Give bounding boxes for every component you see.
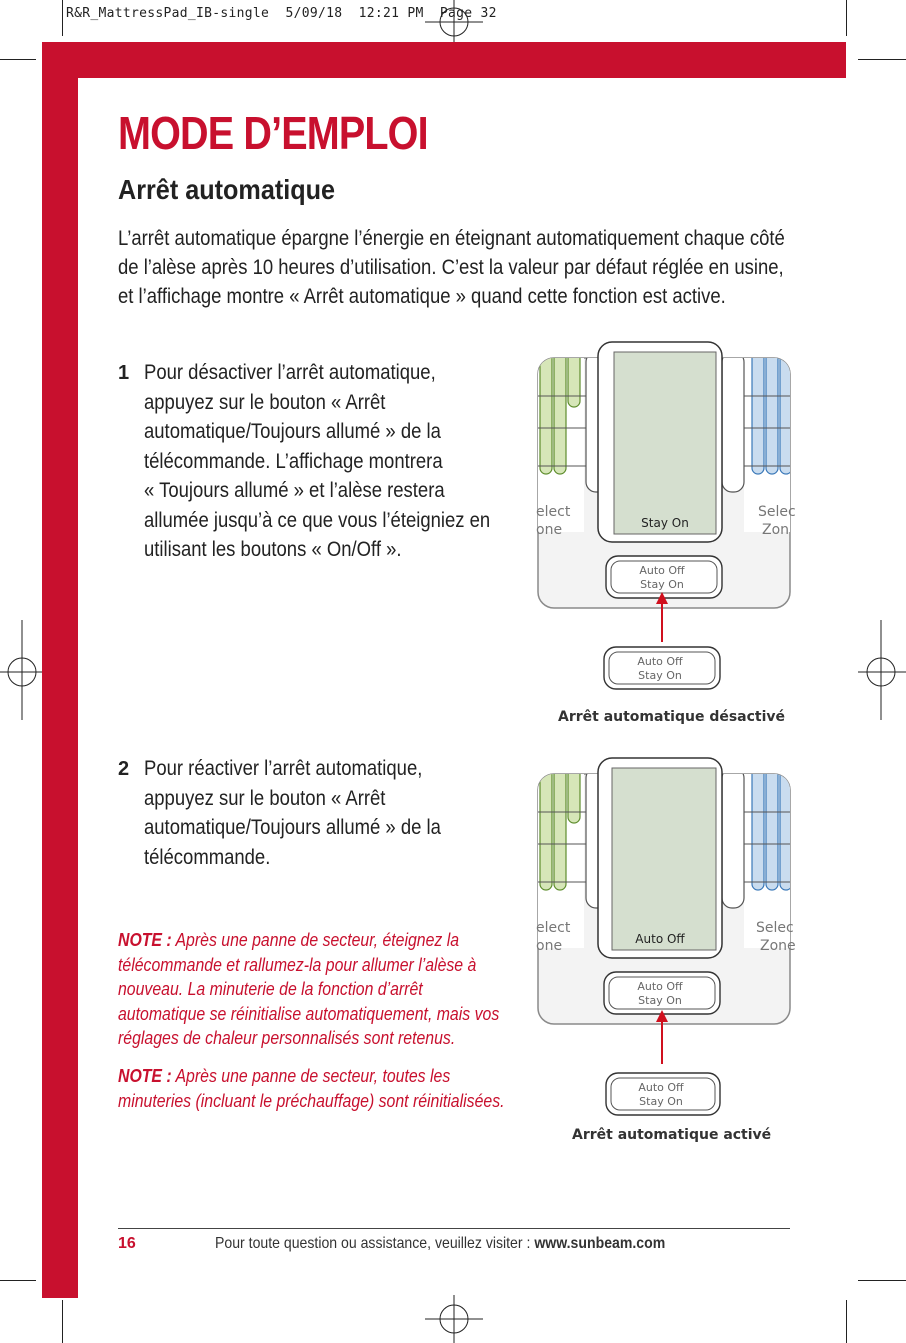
right-zone-label: Zon xyxy=(762,522,790,538)
step-number: 1 xyxy=(118,362,130,384)
note-2: NOTE : Après une panne de secteur, toutes les minuteries (incluant le préchauffage) sont réinitialisées. xyxy=(118,1066,505,1111)
step-2-text: Pour réactiver l’arrêt automatique, appuyez sur le bouton « Arrêt automatique/Toujours allumé » de la télécommande. xyxy=(144,757,441,869)
step-number: 2 xyxy=(118,758,130,780)
note-1: NOTE : Après une panne de secteur, éteignez la télécommande et rallumez-la pour allumer l’alèse à nouveau. La minuterie de la fonction d’arrêt automatique se réinitialise automatiquement, mais vos réglages de chaleur personnalisés sont retenus. xyxy=(118,930,500,1048)
crop-mark xyxy=(858,1280,906,1281)
figure-caption: Arrêt automatique activé xyxy=(572,1127,772,1143)
crop-mark xyxy=(846,0,847,36)
website-link[interactable]: www.sunbeam.com xyxy=(534,1235,666,1252)
display-text: Stay On xyxy=(641,516,689,530)
page-title: MODE D’EMPLOI xyxy=(118,107,428,159)
footer-text: Pour toute question ou assistance, veuillez visiter : www.sunbeam.com xyxy=(215,1235,666,1252)
step-1-text: Pour désactiver l’arrêt automatique, appuyez sur le bouton « Arrêt automatique/Toujours allumé » de la télécommande. L’affichage montrera « Toujours allumé » et l’alèse restera allumée jusqu’à ce que vous l’éteigniez en utilisant les boutons « On/Off ». xyxy=(144,361,491,561)
svg-text:Stay On: Stay On xyxy=(639,1095,683,1108)
right-zone-label: Zone xyxy=(760,938,796,954)
crop-mark xyxy=(846,1300,847,1343)
right-zone-label: Selec xyxy=(756,920,794,936)
crop-mark xyxy=(0,59,36,60)
svg-text:Auto Off: Auto Off xyxy=(637,655,683,668)
crop-mark xyxy=(858,59,906,60)
svg-text:Stay On: Stay On xyxy=(638,994,682,1007)
remote-illustration-1 xyxy=(530,352,796,697)
remote-illustration-2 xyxy=(530,768,796,1118)
figure-caption: Arrêt automatique désactivé xyxy=(558,709,786,725)
registration-mark-icon xyxy=(856,620,906,720)
crop-mark xyxy=(62,0,63,36)
left-zone-label: elect xyxy=(536,504,571,520)
svg-text:Stay On: Stay On xyxy=(638,669,682,682)
right-zone-label: Selec xyxy=(758,504,796,520)
side-color-bar xyxy=(42,42,78,1298)
registration-mark-icon xyxy=(425,1295,485,1343)
display-text: Auto Off xyxy=(635,932,685,946)
left-zone-label: one xyxy=(536,522,563,538)
footer-divider xyxy=(118,1228,790,1229)
svg-text:Auto Off: Auto Off xyxy=(639,564,685,577)
crop-mark xyxy=(62,1300,63,1343)
intro-paragraph: L’arrêt automatique épargne l’énergie en éteignant automatiquement chaque côté de l’alèse après 10 heures d’utilisation. C’est la valeur par défaut réglée en usine, et l’affichage montre « Arrêt automatique » quand cette fonction est active. xyxy=(118,227,785,308)
header-color-bar xyxy=(42,42,846,78)
left-zone-label: elect xyxy=(536,920,571,936)
svg-text:Auto Off: Auto Off xyxy=(637,980,683,993)
svg-text:Stay On: Stay On xyxy=(640,578,684,591)
left-zone-label: one xyxy=(536,938,563,954)
svg-text:Auto Off: Auto Off xyxy=(638,1081,684,1094)
section-title: Arrêt automatique xyxy=(118,174,336,205)
printer-slug: R&R_MattressPad_IB-single 5/09/18 12:21 PM Page 32 xyxy=(66,6,497,21)
crop-mark xyxy=(0,1280,36,1281)
page-number: 16 xyxy=(118,1235,136,1252)
